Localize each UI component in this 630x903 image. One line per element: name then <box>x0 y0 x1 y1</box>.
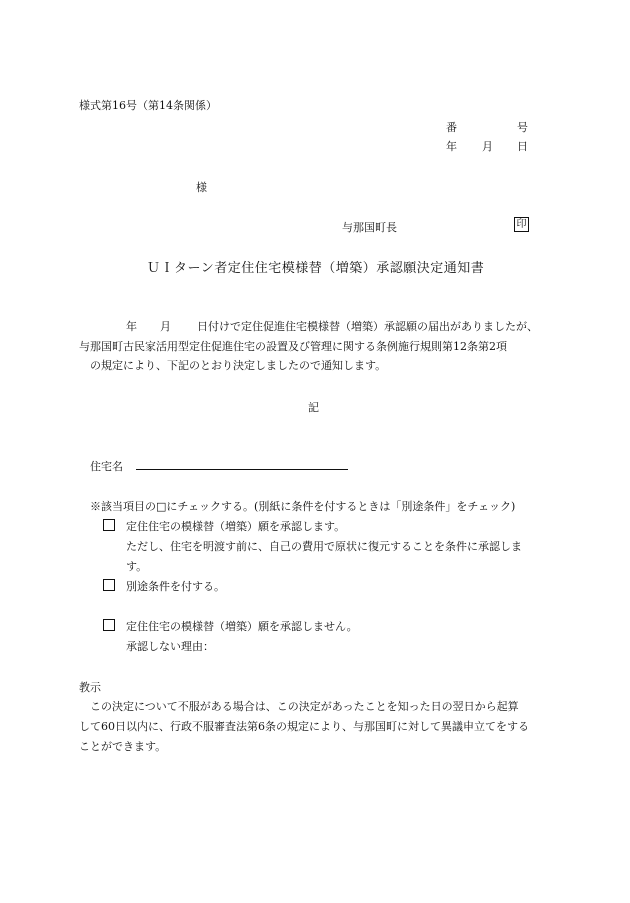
date-year: 年 <box>446 140 457 153</box>
body-month: 月 <box>160 320 171 333</box>
addressee-suffix: 様 <box>196 181 207 194</box>
body-line1-text: 日付けで定住促進住宅模様替（増築）承認願の届出がありましたが、 <box>197 320 538 333</box>
instruction-heading: 教示 <box>79 681 101 694</box>
seal-box: 印 <box>514 217 529 232</box>
separate-condition-checkbox[interactable] <box>103 579 115 591</box>
instruction-line1: この決定について不服がある場合は、この決定があったことを知った日の翌日から起算 <box>90 700 519 713</box>
number-label-go: 号 <box>517 121 528 134</box>
house-name-label: 住宅名 <box>90 460 123 473</box>
ki-heading: 記 <box>308 401 319 414</box>
instruction-line3: ことができます。 <box>79 740 167 753</box>
approve-condition-line1: ただし、住宅を明渡す前に、自己の費用で原状に復元することを条件に承認しま <box>126 540 522 553</box>
approve-checkbox[interactable] <box>103 519 115 531</box>
house-name-field[interactable] <box>136 469 348 470</box>
option-approve: 定住住宅の模様替（増築）願を承認します。 <box>126 520 346 533</box>
body-year: 年 <box>126 320 137 333</box>
body-line3: の規定により、下記のとおり決定しましたので通知します。 <box>90 359 387 372</box>
date-day: 日 <box>517 140 528 153</box>
instruction-note: ※該当項目の□にチェックする。(別紙に条件を付するときは「別途条件」をチェック) <box>90 500 516 513</box>
issuer-name: 与那国町長 <box>342 221 397 234</box>
instruction-line2: して60日以内に、行政不服審査法第6条の規定により、与那国町に対して異議申立てをする <box>79 720 529 733</box>
approve-condition-line2: す。 <box>126 560 148 573</box>
body-line2: 与那国町古民家活用型定住促進住宅の設置及び管理に関する条例施行規則第12条第2項 <box>79 340 507 353</box>
number-label-ban: 番 <box>446 121 457 134</box>
option-reject: 定住住宅の模様替（増築）願を承認しません。 <box>126 620 358 633</box>
date-month: 月 <box>482 140 493 153</box>
document-title: ＵＩターン者定住住宅模様替（増築）承認願決定通知書 <box>147 261 485 276</box>
reject-checkbox[interactable] <box>103 619 115 631</box>
reject-reason-label: 承認しない理由： <box>126 640 214 653</box>
form-number: 様式第16号（第14条関係） <box>79 99 217 112</box>
option-separate: 別途条件を付する。 <box>126 580 225 593</box>
